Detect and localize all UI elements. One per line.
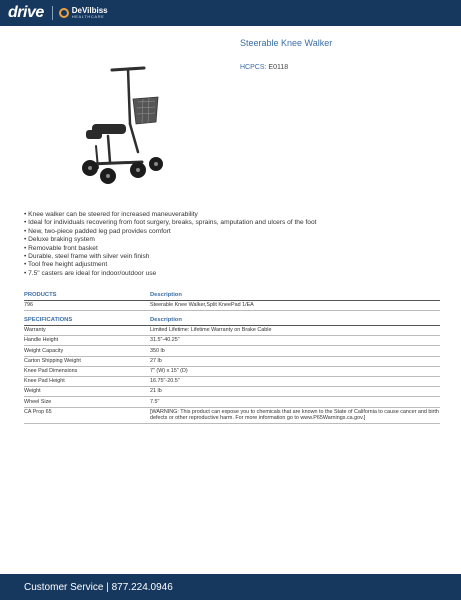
specifications-table-header — [24, 316, 440, 326]
description-header: Description — [150, 316, 440, 326]
feature-item: • Tool free height adjustment — [24, 261, 108, 269]
header-bar — [0, 0, 461, 26]
logo-divider — [52, 6, 53, 20]
spec-name: Knee Pad Dimensions — [24, 366, 150, 376]
spec-value: [WARNING: This product can expose you to chemicals that are known to the State of California to cause cancer and birth defects or other reproductive harm. For more information go to www.P65Warnings.ca.gov.] — [150, 407, 440, 424]
spec-value: 21 lb — [150, 387, 440, 397]
table-row — [24, 397, 440, 407]
feature-item: • Knee walker can be steered for increased maneuverability — [24, 211, 198, 218]
product-title: Steerable Knee Walker — [240, 38, 333, 48]
feature-list — [24, 211, 444, 278]
devilbiss-mark-icon — [59, 8, 69, 18]
products-table — [24, 291, 440, 311]
spec-name: Warranty — [24, 326, 150, 336]
feature-item: • Durable, steel frame with silver vein finish — [24, 253, 150, 261]
devilbiss-logo — [59, 7, 108, 19]
spec-value: 31.5"-40.25" — [150, 336, 440, 346]
table-row — [24, 366, 440, 376]
specifications-header: SPECIFICATIONS — [24, 316, 150, 326]
customer-service-text: Customer Service | 877.224.0946 — [24, 581, 173, 593]
feature-item: • 7.5" casters are ideal for indoor/outdoor use — [24, 269, 157, 277]
products-header: PRODUCTS — [24, 291, 150, 301]
table-row — [24, 336, 440, 346]
table-row — [24, 376, 440, 386]
drive-logo: drive — [8, 4, 44, 21]
hcpcs-label: HCPCS: — [240, 64, 267, 71]
spec-value: 350 lb — [150, 346, 440, 356]
hcpcs-value: E0118 — [268, 64, 289, 71]
product-code: 796 — [24, 301, 150, 311]
description-header: Description — [150, 291, 440, 301]
table-row — [24, 301, 440, 311]
hcpcs-code — [240, 64, 288, 71]
spec-name: Weight Capacity — [24, 346, 150, 356]
spec-value: 16.75"-20.5" — [150, 376, 440, 386]
spec-name: Weight — [24, 387, 150, 397]
table-row — [24, 346, 440, 356]
spec-value: 7.5" — [150, 397, 440, 407]
feature-item: • Ideal for individuals recovering from foot surgery, breaks, sprains, amputation and ulcers of the foot — [24, 219, 317, 227]
product-description: Steerable Knee Walker,Split KneePad 1/EA — [150, 301, 440, 311]
table-row — [24, 356, 440, 366]
feature-item: • New, two-piece padded leg pad provides comfort — [24, 227, 171, 235]
spec-value: 7" (W) x 15" (D) — [150, 366, 440, 376]
spec-value: 27 lb — [150, 356, 440, 366]
spec-name: Handle Height — [24, 336, 150, 346]
products-table-header — [24, 291, 440, 301]
spec-name: Carton Shipping Weight — [24, 356, 150, 366]
devilbiss-sub: HEALTHCARE — [71, 14, 105, 19]
feature-item: • Deluxe braking system — [24, 236, 95, 244]
spec-name: Knee Pad Height — [24, 376, 150, 386]
footer-bar — [0, 574, 461, 600]
table-row — [24, 407, 440, 424]
feature-item: • Removable front basket — [24, 244, 98, 252]
table-row — [24, 387, 440, 397]
devilbiss-name: DeVilbiss — [71, 6, 108, 15]
table-row — [24, 326, 440, 336]
spec-name: Wheel Size — [24, 397, 150, 407]
spec-name: CA Prop 65 — [24, 407, 150, 424]
spec-value: Limited Lifetime: Lifetime Warranty on Brake Cable — [150, 326, 440, 336]
knee-walker-image — [78, 64, 178, 190]
specifications-table — [24, 316, 440, 424]
